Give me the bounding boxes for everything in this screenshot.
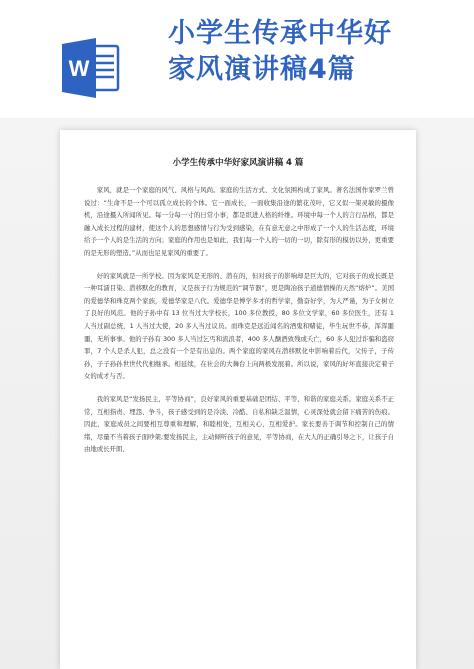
word-icon-letter: W: [68, 56, 90, 81]
title-line-2: 家风演讲稿4篇: [168, 54, 356, 85]
page-title: [168, 16, 468, 88]
paragraph-2: 好的家风就是一所学校。因为家风是无形的、潜在的，但对孩子的影响却是巨大的，它对孩子的成长既是一种耳濡目染、潜移默化的教育，又是孩子行为规范的“调节器”，更是陶冶孩子道德情操的天然“熔炉”。美国的爱德华和珠克两个家族，爱德华家是八代。爱德华是博学多才的哲学家，勤奋好学，为人严谨，为子女树立了良好的风范。他的子孙中有 13 位当过大学校长，100 多位教授，80 多位文学家，60 多位医生，还有 1 人当过副总统，1 人当过大使，20 多人当过议员。而珠克是远近闻名的酒鬼和赌徒，毕生玩世不恭，浑浑噩噩，无所事事。他的子孙有 300 多人当过乞丐和流浪者，400 多人酗酒致残或夭亡，60 多人犯过诈骗和盗窃罪，7 个人是杀人犯，总之没有一个是有出息的。两个家庭的家风在潜移默化中影响着后代，父传子，子传孙，子子孙孙世世代代相继承。相延续，在社会的大舞台上向两极发展着。所以说，家风的好坏直接决定着子女的成才与否。: [84, 271, 394, 381]
document-body: [84, 184, 394, 466]
document-title: 小学生传承中华好家风演讲稿 4 篇: [172, 158, 304, 168]
paragraph-1: 家风，就是一个家庭的风气、风格与风尚。家庭的生活方式、文化氛围构成了家风。著名法国作家罗兰曾说过：“生命不是一个可以孤立成长的个体。它一面成长，一面收集沿途的繁花茂叶，它又似一架灵敏的摄像机，沿途摄入所闻所见。每一分每一寸的日常小事，都是织进人格的纤维。环境中每一个人的言行品格，都是融入成长过程的建材，使这个人的思想感情与行为受到感染，在有意无意之中形成了一个人的生活态度，环境给予一个人的是生活的方向；家庭的作用也是如此，我们每一个人的一切的一切，除有形的模仿以外，更重要的是无形的塑造。”从而也足见家风的重要了。: [84, 186, 394, 257]
title-line-1: 小学生传承中华好: [168, 18, 392, 49]
paragraph-3: 我的家风是“发扬民主，平等协商”，良好家风的重要基础是团结、平等、和谐的家庭关系。家庭关系不正常，互相指责、埋怨、争斗，孩子感受到的是冷淡、冷酷、自私和缺乏温情，心灵深处就会留下痛苦的伤痕。因此，家庭成员之间要相互尊重和理解，和睦相处，互相关心，互相爱护。家长要善于调节和控制自己的情绪，尽量不当着孩子面吵架;要发扬民主，主动倾听孩子的意见，平等协商，在大人的正确引导之下，让孩子自由地或长开朗、: [84, 394, 394, 454]
word-document-icon: [62, 38, 120, 98]
document-page: [60, 130, 416, 669]
header-banner: [0, 0, 474, 120]
